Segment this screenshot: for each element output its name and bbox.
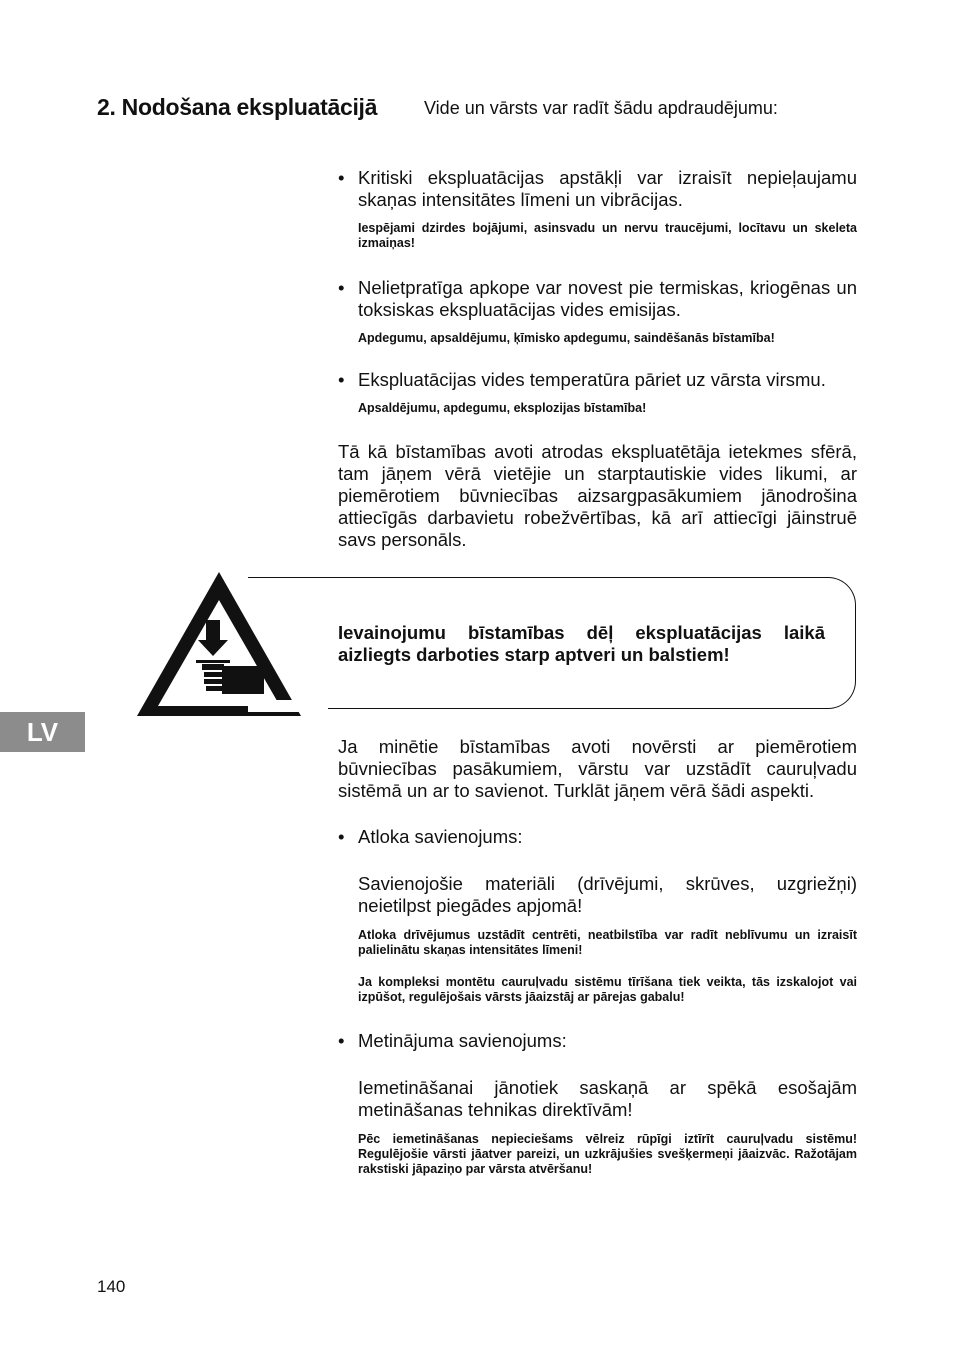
warning-box-gap [248,700,328,712]
hazard-note: Iespējami dzirdes bojājumi, asinsvadu un nervu traucējumi, locītavu un skeleta izmaiņas! [358,221,857,250]
hazard-text: Ekspluatācijas vides temperatūra pāriet uz vārsta virsmu. [358,369,826,390]
hazard-item [338,277,857,346]
hazard-text: Kritiski ekspluatācijas apstākļi var izraisīt nepieļaujamu skaņas intensitātes līmeni un vibrācijas. [358,167,857,210]
aspect-body: Iemetināšanai jānotiek saskaņā ar spēkā esošajām metināšanas tehnikas direktīvām! [358,1077,857,1120]
bullet-icon: • [338,277,345,298]
aspect-item [338,1030,857,1177]
aspect-title: Atloka savienojums: [358,826,523,847]
aspect-note: Pēc iemetināšanas nepieciešams vēlreiz rūpīgi iztīrīt cauruļvadu sistēmu! Regulējošie vārsti jāatver pareizi, un uzkrājušies svešķermeņi jāaizvāc. Ražotājam rakstiski jāpaziņo par vārsta atvēršanu! [358,1132,857,1176]
paragraph-responsibility: Tā kā bīstamības avoti atrodas ekspluatētāja ietekmes sfērā, tam jāņem vērā vietējie un starptautiskie vides likumi, ar piemērotiem būvniecības aizsargpasākumiem jānodrošina attiecīgās darbavietu robežvērtības, kā arī attiecīgi jāinstruē savs personāls. [338,441,857,550]
paragraph-installation: Ja minētie bīstamības avoti novērsti ar piemērotiem būvniecības pasākumiem, vārstu var uzstādīt cauruļvadu sistēmā un ar to savienot. Turklāt jāņem vērā šādi aspekti. [338,736,857,801]
hazard-item [338,167,857,251]
hazard-item [338,369,857,416]
bullet-icon: • [338,826,345,847]
bullet-icon: • [338,369,345,390]
aspect-note: Ja kompleksi montētu cauruļvadu sistēmu tīrīšana tiek veikta, tās izskalojot vai izpūšot, regulējošais vārsts jāaizstāj ar pārejas gabalu! [358,975,857,1004]
bullet-icon: • [338,167,345,188]
section-heading: 2. Nodošana ekspluatācijā [97,94,378,120]
aspect-title: Metinājuma savienojums: [358,1030,567,1051]
warning-text: Ievainojumu bīstamības dēļ ekspluatācijas laikā aizliegts darboties starp aptveri un balstiem! [338,622,825,665]
aspect-body: Savienojošie materiāli (drīvējumi, skrūves, uzgriežņi) neietilpst piegādes apjomā! [358,873,857,916]
section-intro: Vide un vārsts var radīt šādu apdraudējumu: [424,98,778,118]
language-tab: LV [0,712,85,752]
aspect-note: Atloka drīvējumus uzstādīt centrēti, neatbilstība var radīt neblīvumu un izraisīt palielinātu skaņas intensitātes līmeni! [358,928,857,957]
aspect-item [338,826,857,1005]
hazard-text: Nelietpratīga apkope var novest pie termiskas, kriogēnas un toksiskas ekspluatācijas vides emisijas. [358,277,857,320]
hazard-note: Apsaldējumu, apdegumu, eksplozijas bīstamība! [358,401,647,415]
bullet-icon: • [338,1030,345,1051]
hazard-note: Apdegumu, apsaldējumu, ķīmisko apdegumu, saindēšanās bīstamība! [358,331,775,345]
page-number: 140 [97,1277,126,1296]
